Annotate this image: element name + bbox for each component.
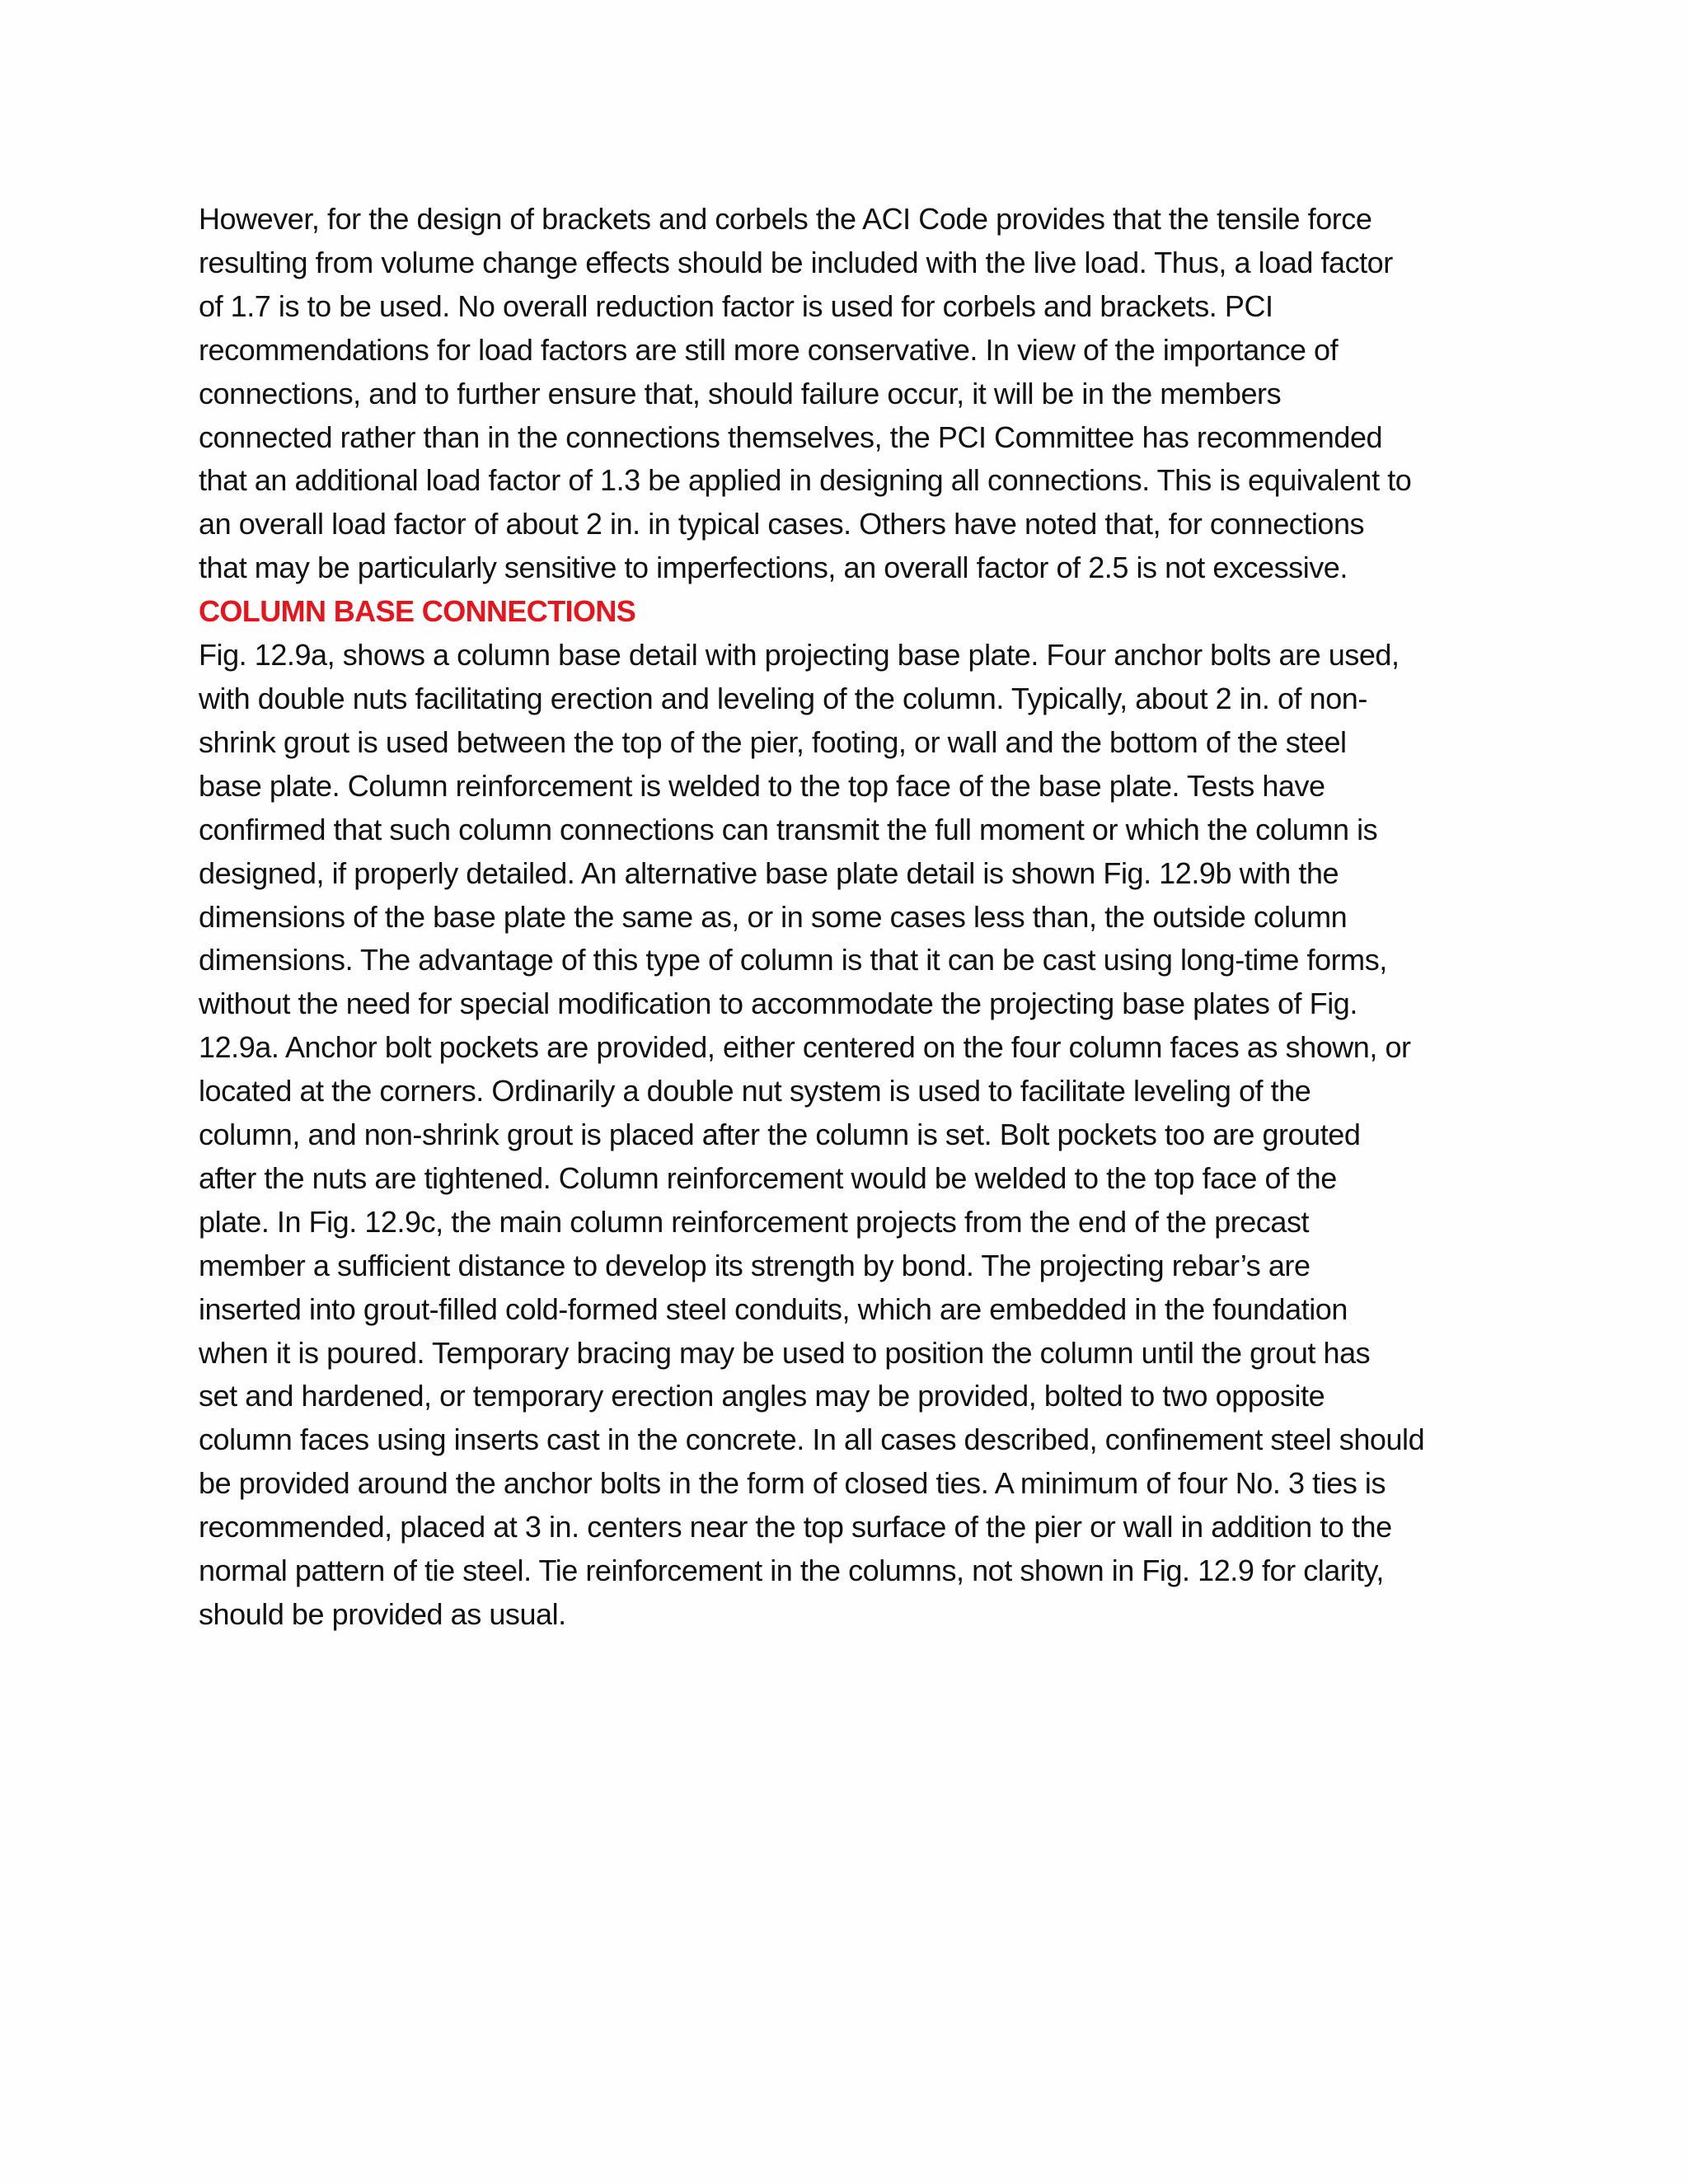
text-line: 12.9a. Anchor bolt pockets are provided, either centered on the four column faces as shown, or (199, 1030, 1411, 1065)
document-body (199, 198, 1493, 1637)
text-line: of 1.7 is to be used. No overall reduction factor is used for corbels and brackets. PCI (199, 288, 1273, 323)
text-line: located at the corners. Ordinarily a double nut system is used to facilitate leveling of the (199, 1074, 1311, 1108)
paragraph-column-base (199, 634, 1493, 1637)
text-line: inserted into grout-filled cold-formed steel conduits, which are embedded in the foundation (199, 1291, 1348, 1326)
text-line: connected rather than in the connections themselves, the PCI Committee has recommended (199, 419, 1383, 454)
text-line: However, for the design of brackets and corbels the ACI Code provides that the tensile force (199, 202, 1372, 236)
text-line: member a sufficient distance to develop its strength by bond. The projecting rebar’s are (199, 1248, 1311, 1282)
text-line: normal pattern of tie steel. Tie reinforcement in the columns, not shown in Fig. 12.9 for clarity, (199, 1554, 1384, 1588)
text-line: dimensions. The advantage of this type of column is that it can be cast using long-time forms, (199, 943, 1387, 977)
text-line: that may be particularly sensitive to imperfections, an overall factor of 2.5 is not excessive. (199, 551, 1348, 585)
text-line: confirmed that such column connections can transmit the full moment or which the column is (199, 812, 1378, 846)
text-line: plate. In Fig. 12.9c, the main column reinforcement projects from the end of the precast (199, 1204, 1310, 1239)
text-line: should be provided as usual. (199, 1597, 566, 1631)
text-line: dimensions of the base plate the same as, or in some cases less than, the outside column (199, 899, 1348, 934)
text-line: designed, if properly detailed. An alternative base plate detail is shown Fig. 12.9b with the (199, 855, 1339, 890)
text-line: recommendations for load factors are still more conservative. In view of the importance of (199, 332, 1339, 367)
text-line: recommended, placed at 3 in. centers near the top surface of the pier or wall in addition to the (199, 1510, 1392, 1544)
text-line: connections, and to further ensure that, should failure occur, it will be in the members (199, 376, 1282, 410)
text-line: base plate. Column reinforcement is welded to the top face of the base plate. Tests have (199, 768, 1325, 803)
text-line: shrink grout is used between the top of the pier, footing, or wall and the bottom of the steel (199, 724, 1347, 759)
text-line: with double nuts facilitating erection and leveling of the column. Typically, about 2 in. of non- (199, 681, 1367, 715)
text-line: Fig. 12.9a, shows a column base detail with projecting base plate. Four anchor bolts are used, (199, 638, 1400, 673)
text-line: set and hardened, or temporary erection angles may be provided, bolted to two opposite (199, 1379, 1325, 1413)
text-line: after the nuts are tightened. Column reinforcement would be welded to the top face of the (199, 1160, 1337, 1195)
text-line: column faces using inserts cast in the concrete. In all cases described, confinement steel should (199, 1422, 1425, 1457)
text-line: when it is poured. Temporary bracing may be used to position the column until the grout has (199, 1335, 1371, 1370)
text-line: be provided around the anchor bolts in the form of closed ties. A minimum of four No. 3 ties is (199, 1466, 1386, 1501)
text-line: without the need for special modification to accommodate the projecting base plates of Fig. (199, 987, 1357, 1021)
section-heading: COLUMN BASE CONNECTIONS (199, 594, 636, 629)
text-line: that an additional load factor of 1.3 be applied in designing all connections. This is equivalent to (199, 463, 1412, 498)
paragraph-load-factors (199, 198, 1493, 590)
text-line: resulting from volume change effects should be included with the live load. Thus, a load factor (199, 245, 1393, 279)
text-line: an overall load factor of about 2 in. in typical cases. Others have noted that, for connections (199, 507, 1365, 541)
text-line: column, and non-shrink grout is placed after the column is set. Bolt pockets too are grouted (199, 1118, 1361, 1152)
